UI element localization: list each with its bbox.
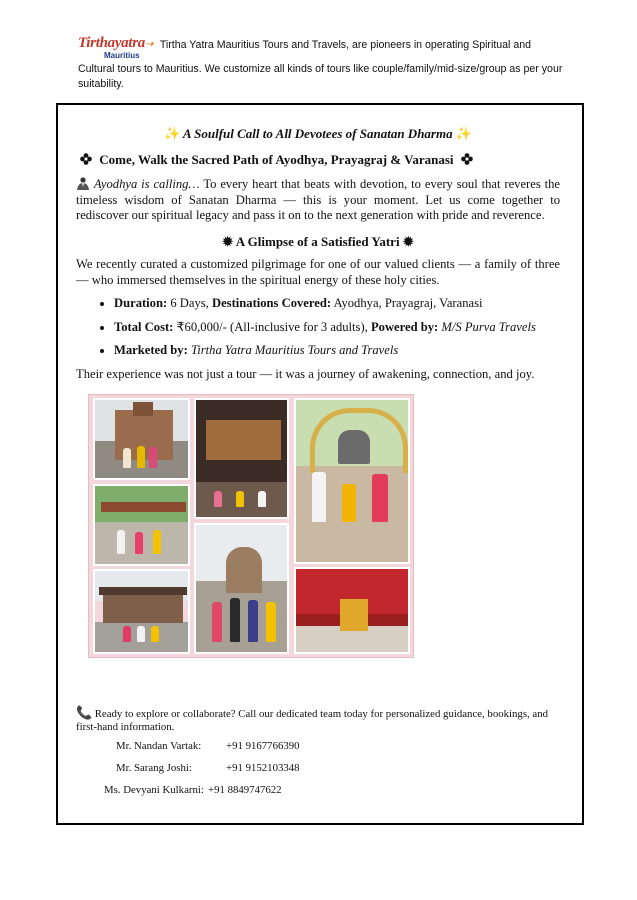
temple-photo <box>93 398 190 480</box>
bell-photo <box>294 398 410 564</box>
flyer-title: ✨ A Soulful Call to All Devotees of Sanatan Dharma ✨ <box>163 126 473 141</box>
flyer-content <box>76 118 560 658</box>
flower-icon <box>80 153 92 165</box>
buddhist-temple-photo <box>93 569 190 654</box>
contact-text: 📞 Ready to explore or collaborate? Call our dedicated team today for personalized guidance, bookings, and first-hand information. <box>76 705 549 733</box>
list-item: • Total Cost: ₹60,000/- (All-inclusive for 3 adults), Powered by: M/S Purva Travels <box>114 320 560 336</box>
shrine-photo <box>294 567 410 654</box>
intro-paragraph: Ayodhya is calling… To every heart that beats with devotion, to every soul that reveres the timeless wisdom of Sanatan Dharma — this is your moment. Let us come together to rediscover our spiritual legacy and pass it on to the next generation with pride and reverence. <box>76 177 561 222</box>
glimpse-heading: ✹ A Glimpse of a Satisfied Yatri ✹ <box>222 233 414 249</box>
sparkle-icon: ✨ <box>455 126 473 141</box>
phone-icon: 📞 <box>76 705 93 720</box>
photo-collage <box>88 394 414 658</box>
flower-icon <box>461 153 473 165</box>
contact-list <box>76 740 560 806</box>
shelter-photo <box>93 484 190 566</box>
contact-row: Mr. Nandan Vartak: +91 9167766390 <box>116 740 300 752</box>
sun-icon: ✹ <box>222 233 234 249</box>
indoor-photo <box>194 398 289 519</box>
flyer-subtitle: Come, Walk the Sacred Path of Ayodhya, Prayagraj & Varanasi <box>76 152 560 168</box>
trip-details-list <box>76 296 560 359</box>
list-item: • Duration: 6 Days, Destinations Covered: Ayodhya, Prayagraj, Varanasi <box>114 296 560 312</box>
sparkle-icon: ✨ <box>163 126 181 141</box>
contact-row: Mr. Sarang Joshi: +91 9152103348 <box>116 762 300 774</box>
glimpse-paragraph: We recently curated a customized pilgrimage for one of our valued clients — a family of three — who immersed themselves in the spiritual energy of these holy cities. <box>76 257 560 287</box>
company-logo: Tirthayatra➝ Mauritius <box>78 35 154 60</box>
header <box>78 35 568 92</box>
contact-row: Ms. Devyani Kulkarni: +91 8849747622 <box>104 784 282 796</box>
stupa-photo <box>194 523 289 654</box>
closing-paragraph: Their experience was not just a tour — it was a journey of awakening, connection, and joy. <box>76 366 535 381</box>
sun-icon: ✹ <box>402 233 414 249</box>
header-text: Tirtha Yatra Mauritius Tours and Travels, are pioneers in operating Spiritual and Cultural tours to Mauritius. We customize all kinds of tours like couple/family/mid-size/group as per your suitability. <box>78 39 563 90</box>
praying-person-icon <box>76 177 90 190</box>
contact-section <box>76 706 560 806</box>
list-item: • Marketed by: Tirtha Yatra Mauritius Tours and Travels <box>114 343 560 359</box>
